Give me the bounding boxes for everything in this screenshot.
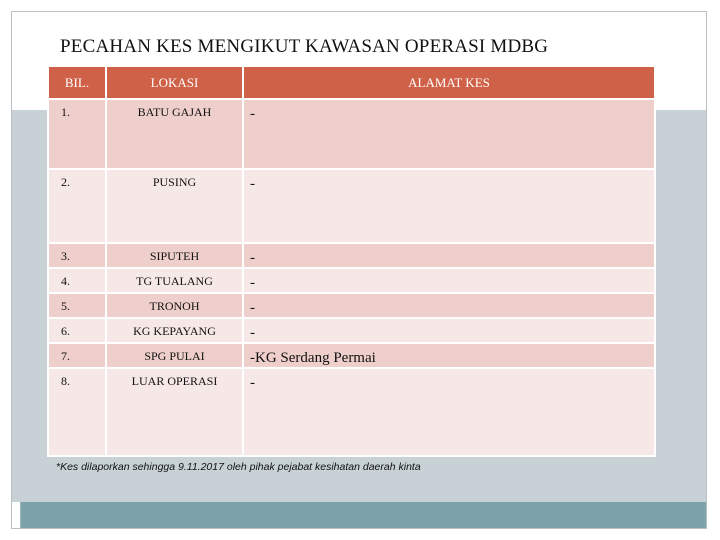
cell-alamat: - [243,243,655,268]
table-row [48,293,655,318]
cell-bil: 4. [48,268,106,293]
cell-alamat: - [243,99,655,169]
table-row [48,318,655,343]
table-row [48,243,655,268]
cell-bil: 8. [48,368,106,456]
cell-bil: 2. [48,169,106,243]
table-row [48,343,655,368]
cell-bil: 5. [48,293,106,318]
header-alamat-kes: ALAMAT KES [243,66,655,99]
cell-lokasi: BATU GAJAH [106,99,243,169]
slide-title: PECAHAN KES MENGIKUT KAWASAN OPERASI MDBG [60,36,549,57]
cell-alamat: - [243,318,655,343]
cell-alamat: - [243,368,655,456]
cell-bil: 6. [48,318,106,343]
footer-bar [12,502,706,528]
header-lokasi: LOKASI [106,66,243,99]
cell-lokasi: TG TUALANG [106,268,243,293]
cell-alamat: - [243,293,655,318]
cell-lokasi: SIPUTEH [106,243,243,268]
footnote: *Kes dilaporkan sehingga 9.11.2017 oleh pihak pejabat kesihatan daerah kinta [56,461,421,473]
cell-alamat: - [243,169,655,243]
cell-lokasi: TRONOH [106,293,243,318]
cell-lokasi: SPG PULAI [106,343,243,368]
cell-lokasi: KG KEPAYANG [106,318,243,343]
cell-alamat: -KG Serdang Permai [243,343,655,368]
cell-lokasi: LUAR OPERASI [106,368,243,456]
cell-bil: 1. [48,99,106,169]
header-bil: BIL. [48,66,106,99]
table-row [48,99,655,169]
cell-lokasi: PUSING [106,169,243,243]
cell-bil: 7. [48,343,106,368]
cell-alamat: - [243,268,655,293]
cases-table [47,65,654,446]
table-row [48,368,655,456]
table-row [48,169,655,243]
footer-square [12,502,21,528]
table-row [48,268,655,293]
cell-bil: 3. [48,243,106,268]
